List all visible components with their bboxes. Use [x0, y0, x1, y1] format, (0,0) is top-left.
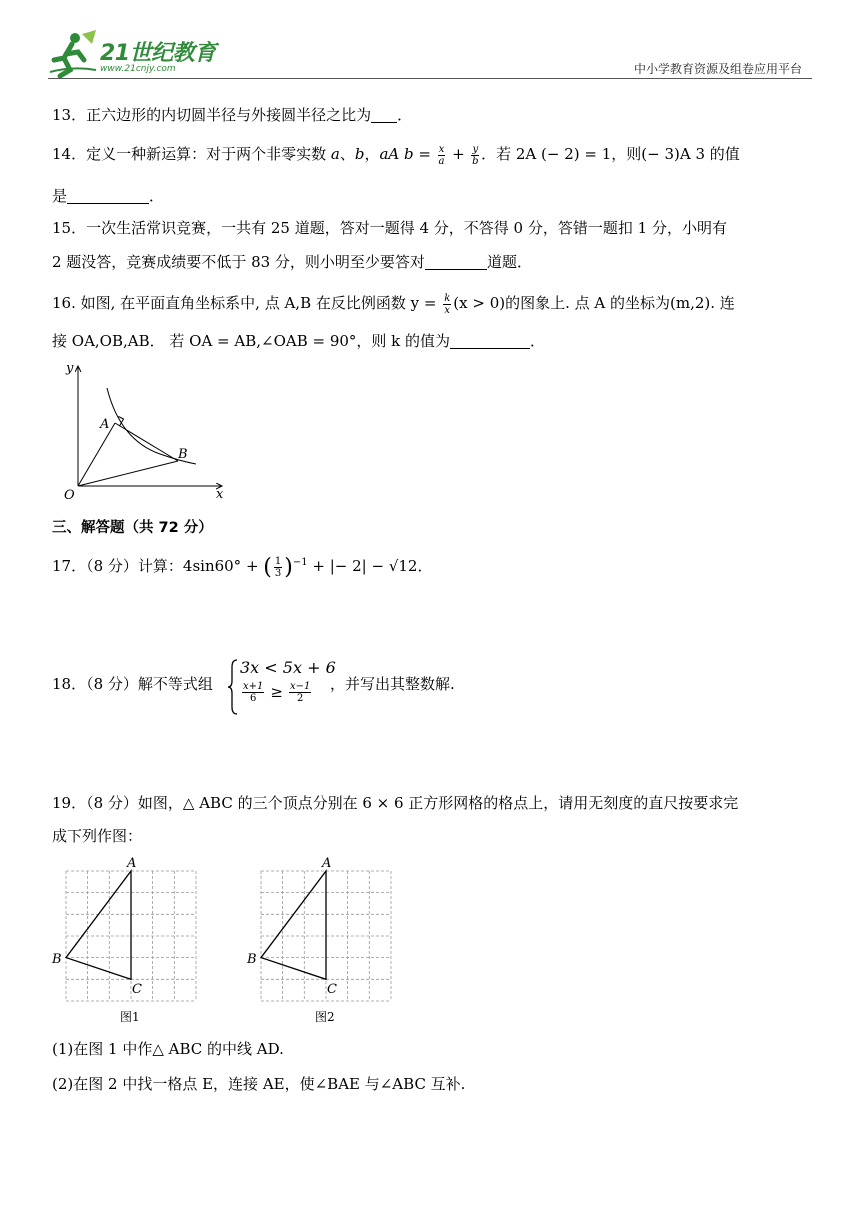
- figure-2-grid: [245, 855, 405, 1027]
- figure-16-coordinate-plane: [50, 360, 230, 500]
- fraction-x-a: $\frac{x}{a}$: [438, 143, 445, 167]
- question-16: [52, 290, 735, 316]
- section-3-title: 三、解答题（共 72 分）: [52, 520, 213, 536]
- fraction-1-3: $\frac{1}{3}$: [274, 555, 282, 579]
- label-B: B: [247, 952, 257, 967]
- fraction-y-b: $\frac{y}{b}$: [472, 143, 479, 167]
- label-A: A: [322, 856, 332, 871]
- question-13: [52, 102, 412, 128]
- question-16-line2: [52, 328, 545, 354]
- label-C: C: [327, 982, 337, 997]
- question-14-line2-text: 是: [52, 187, 68, 205]
- question-15-end: 道题．: [486, 253, 532, 271]
- figure-2-caption: 图2: [315, 1010, 335, 1024]
- segment-OB: [78, 461, 178, 486]
- site-name: 中小学教育资源及组卷应用平台: [633, 62, 802, 76]
- question-13-end: ．: [397, 106, 413, 124]
- answer-blank: [450, 330, 530, 349]
- question-18-end: ，并写出其整数解.: [330, 675, 455, 693]
- segment-OA: [78, 423, 115, 486]
- question-19-task-1: (1)在图 1 中作△ ABC 的中线 AD.: [52, 1040, 284, 1058]
- question-18-text: 18．（8 分）解不等式组: [52, 675, 213, 693]
- answer-blank: [425, 251, 487, 270]
- label-B: B: [178, 447, 188, 462]
- question-15-line1: 15．一次生活常识竞赛，一共有 25 道题，答对一题得 4 分，不答得 0 分，答错一题扣 1 分，小明有: [52, 219, 727, 237]
- question-16-end: ．: [530, 332, 546, 350]
- logo-url: www.21cnjy.com: [100, 64, 176, 74]
- fraction-k-x: $\frac{k}{x}$: [444, 292, 451, 316]
- label-A: A: [127, 856, 137, 871]
- label-x: x: [216, 487, 224, 500]
- label-O: O: [64, 488, 75, 500]
- question-18: [52, 671, 213, 697]
- question-16-line2-text: 接 OA,OB,AB． 若 OA = AB,∠OAB = 90°，则 k 的值为: [52, 332, 451, 350]
- comma: ，: [364, 145, 380, 163]
- question-17-text2: + |− 2| − √12．: [312, 557, 433, 575]
- label-y: y: [66, 361, 74, 376]
- label-B: B: [52, 952, 62, 967]
- question-16-text2: (x > 0)的图象上. 点 A 的坐标为(m,2). 连: [453, 294, 735, 312]
- inequality-1: 3x < 5x + 6: [240, 658, 336, 677]
- operation-symbol: aA b: [379, 145, 414, 163]
- triangle-ABC: [261, 871, 326, 979]
- equals: =: [413, 145, 436, 163]
- var-b: b: [354, 145, 365, 163]
- question-14-condition: ．若 2A (− 2) = 1，则(− 3)A 3 的值: [481, 145, 740, 163]
- figure-1-caption: 图1: [120, 1010, 140, 1024]
- question-14-end: ．: [149, 187, 165, 205]
- page-header: [0, 0, 860, 80]
- header-divider: [48, 78, 812, 79]
- question-19-task-2: (2)在图 2 中找一格点 E，连接 AE，使∠BAE 与∠ABC 互补.: [52, 1075, 466, 1093]
- exponent: −1: [292, 557, 308, 568]
- question-14-text: 14．定义一种新运算：对于两个非零实数: [52, 145, 331, 163]
- answer-blank: [371, 104, 397, 123]
- question-15-line2-text: 2 题没答，竞赛成绩要不低于 83 分，则小明至少要答对: [52, 253, 425, 271]
- answer-blank: [67, 185, 149, 204]
- sep: 、: [339, 145, 355, 163]
- question-14-line2: [52, 183, 164, 209]
- figure-1-grid: [50, 855, 210, 1027]
- question-16-text: 16. 如图, 在平面直角坐标系中, 点 A,B 在反比例函数 y =: [52, 294, 442, 312]
- triangle-ABC: [66, 871, 131, 979]
- plus: +: [447, 145, 470, 163]
- brace: [228, 659, 238, 715]
- question-14: [52, 141, 740, 167]
- question-15-line2: [52, 249, 532, 275]
- question-15: [52, 215, 727, 241]
- label-A: A: [100, 417, 110, 432]
- question-17: 17．（8 分）计算：4sin60° + ( $\frac{1}{3}$ )$^{-1}$ + |− 2| − √12．: [52, 555, 433, 580]
- label-C: C: [132, 982, 142, 997]
- logo-text: 21世纪教育: [100, 41, 216, 66]
- question-17-text: 17．（8 分）计算：4sin60° +: [52, 557, 264, 575]
- question-19-line2: 成下列作图：: [52, 827, 143, 845]
- segment-AB: [115, 423, 178, 461]
- logo: [48, 30, 248, 80]
- question-13-text: 13．正六边形的内切圆半径与外接圆半径之比为: [52, 106, 372, 124]
- question-19: 19．（8 分）如图，△ ABC 的三个顶点分别在 6 × 6 正方形网格的格点上，请用无刻度的直尺按要求完: [52, 794, 739, 812]
- runner-logo-icon: [48, 30, 98, 78]
- inequality-2: $\frac{x+1}{6}$ ≥ $\frac{x-1}{2}$: [243, 681, 311, 704]
- var-a: a: [330, 145, 340, 163]
